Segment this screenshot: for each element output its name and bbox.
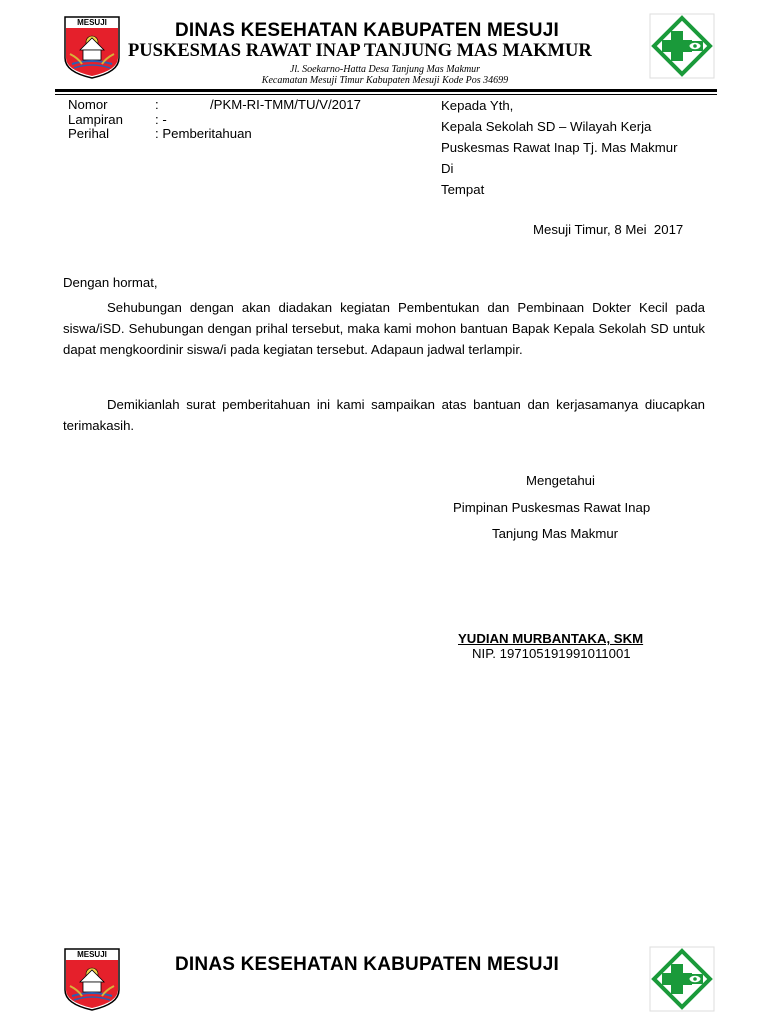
puskesmas-logo xyxy=(649,13,715,79)
signatory-name: YUDIAN MURBANTAKA, SKM xyxy=(458,631,644,646)
signature-line1: Mengetahui xyxy=(526,473,595,488)
header-address-line2: Kecamatan Mesuji Timur Kabupaten Mesuji Kode Pos 34699 xyxy=(261,75,509,86)
nomor-value: /PKM-RI-TMM/TU/V/2017 xyxy=(210,97,361,112)
perihal-label: Perihal xyxy=(68,126,110,141)
nomor-label: Nomor xyxy=(68,97,108,112)
footer-title: DINAS KESEHATAN KABUPATEN MESUJI xyxy=(175,954,559,975)
header-address-line1: Jl. Soekarno-Hatta Desa Tanjung Mas Makmur xyxy=(289,64,481,75)
body-paragraph-2: Demikianlah surat pemberitahuan ini kami sampaikan atas bantuan dan kerjasamanya diucapkan terimakasih. xyxy=(63,397,705,433)
perihal-value: : Pemberitahuan xyxy=(155,126,252,141)
recipient-line1: Kepada Yth, xyxy=(441,98,514,113)
header-title-line1: DINAS KESEHATAN KABUPATEN MESUJI xyxy=(175,20,559,41)
nomor-separator: : xyxy=(155,97,159,112)
signature-line3: Tanjung Mas Makmur xyxy=(492,526,619,541)
footer-mesuji-logo xyxy=(62,946,122,1012)
svg-text:MESUJI: MESUJI xyxy=(77,950,107,959)
recipient-line2: Kepala Sekolah SD – Wilayah Kerja xyxy=(441,119,652,134)
recipient-line4: Di xyxy=(441,161,454,176)
signatory-nip: NIP. 197105191991011001 xyxy=(472,646,631,661)
header-title-line2: PUSKESMAS RAWAT INAP TANJUNG MAS MAKMUR xyxy=(128,41,592,61)
signature-line2: Pimpinan Puskesmas Rawat Inap xyxy=(453,500,651,515)
header-divider-thin xyxy=(55,94,717,95)
svg-text:MESUJI: MESUJI xyxy=(77,18,107,27)
greeting: Dengan hormat, xyxy=(63,275,158,290)
recipient-line3: Puskesmas Rawat Inap Tj. Mas Makmur xyxy=(441,140,678,155)
header-divider-thick xyxy=(55,89,717,92)
mesuji-logo xyxy=(62,14,122,80)
body-paragraph-1: Sehubungan dengan akan diadakan kegiatan Pembentukan dan Pembinaan Dokter Kecil pada siswa/iSD. Sehubungan dengan prihal tersebut, maka kami mohon bantuan Bapak Kepala Sekolah SD untuk dapat mengkoordinir siswa/i pada kegiatan tersebut. Adapaun jadwal terlampir. xyxy=(63,300,705,357)
lampiran-value: : - xyxy=(155,112,167,127)
lampiran-label: Lampiran xyxy=(68,112,123,127)
footer-puskesmas-logo xyxy=(649,946,715,1012)
letter-date: Mesuji Timur, 8 Mei 2017 xyxy=(533,222,684,237)
recipient-line5: Tempat xyxy=(441,182,485,197)
